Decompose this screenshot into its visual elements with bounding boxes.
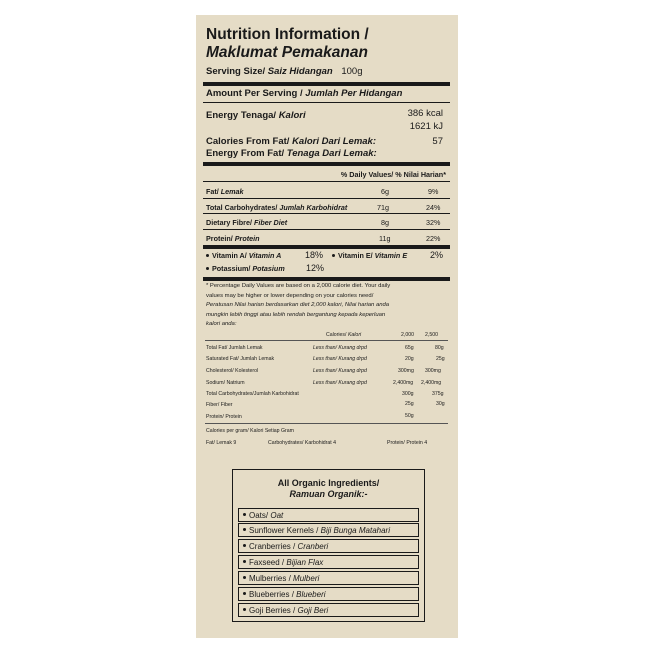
energy-kcal: 386 kcal xyxy=(407,108,443,119)
nutrient-amount: 6g xyxy=(381,187,389,196)
divider-thick xyxy=(203,245,450,249)
ingredient-item: Mulberries / Mulberi xyxy=(238,571,419,585)
amount-label-my: Jumlah Per Hidangan xyxy=(305,88,403,99)
ref-calories-label: Calories/ Kalori xyxy=(326,332,362,338)
ref-row-v2: 80g xyxy=(435,345,444,351)
vitamin-a-value: 18% xyxy=(305,250,324,260)
nutrient-amount: 8g xyxy=(381,218,389,227)
bullet-icon xyxy=(243,528,246,531)
energy-kj: 1621 kJ xyxy=(409,121,443,132)
ref-row-cond: Less than/ Kurang drpd xyxy=(313,380,367,386)
calories-fat-label: Calories From Fat/ xyxy=(206,136,290,147)
ref-row-v1: 50g xyxy=(405,413,414,419)
ref-row-v1: 25g xyxy=(405,401,414,407)
per-gram-fat: Fat/ Lemak 9 xyxy=(206,440,237,446)
vitamin-a: Vitamin A/ Vitamin A xyxy=(206,251,281,260)
energy-label xyxy=(206,110,306,121)
potassium-value: 12% xyxy=(306,263,325,273)
potassium: Potassium/ Potasium xyxy=(206,264,285,273)
ingredients-box xyxy=(232,469,425,622)
bullet-icon xyxy=(243,608,246,611)
bullet-icon xyxy=(243,592,246,595)
nutrient-pct: 24% xyxy=(426,203,441,212)
divider-thick xyxy=(203,82,450,86)
bullet-icon xyxy=(243,544,246,547)
ingredient-item: Blueberries / Blueberi xyxy=(238,587,419,601)
divider xyxy=(205,340,448,341)
vitamin-e-value: 2% xyxy=(430,250,444,260)
footnote xyxy=(206,282,390,330)
ref-row-v1: 300mg xyxy=(398,368,414,374)
ref-row-label: Cholesterol/ Kolesterol xyxy=(206,368,259,374)
ref-col1-header: 2,000 xyxy=(401,332,414,338)
amount-per-serving xyxy=(206,88,402,99)
ref-row-v1: 300g xyxy=(402,391,414,397)
ref-row-label: Protein/ Protein xyxy=(206,414,242,420)
divider xyxy=(203,102,450,103)
energy-label-my: Kalori xyxy=(278,110,306,121)
ref-row-cond: Less than/ Kurang drpd xyxy=(313,356,367,362)
divider xyxy=(203,213,450,214)
vitamin-e: Vitamin E/ Vitamin E xyxy=(332,251,407,260)
subtitle: Maklumat Pemakanan xyxy=(206,44,368,61)
footnote-line: Peratusan Nilai harian berdasarkan diet 2,000 kalori, Nilai harian anda xyxy=(206,302,390,309)
bullet-icon xyxy=(243,560,246,563)
bullet-icon xyxy=(332,254,335,257)
divider xyxy=(203,198,450,199)
ref-row-v1: 65g xyxy=(405,345,414,351)
bullet-icon xyxy=(206,267,209,270)
ref-col2-header: 2,500 xyxy=(425,332,438,338)
nutrient-pct: 32% xyxy=(426,218,441,227)
ref-row-label: Sodium/ Natrium xyxy=(206,380,245,386)
per-gram-carb: Carbohydrates/ Karbohidrat 4 xyxy=(268,440,337,446)
ingredient-item: Oats/ Oat xyxy=(238,508,419,522)
calories-fat-label-my: Kalori Dari Lemak: xyxy=(292,136,377,147)
serving-label-my: Saiz Hidangan xyxy=(267,66,333,77)
ref-row-v2: 30g xyxy=(436,401,445,407)
footnote-line: kalori anda: xyxy=(206,321,237,328)
nutrient-label: Fat/ Lemak xyxy=(206,187,244,196)
ref-row-v2: 2,400mg xyxy=(421,380,442,386)
ref-row-v1: 2,400mg xyxy=(393,380,414,386)
daily-values-header: % Daily Values/ % Nilai Harian* xyxy=(340,170,446,179)
bullet-icon xyxy=(206,254,209,257)
bullet-icon xyxy=(243,576,246,579)
nutrient-label: Dietary Fibre/ Fiber Diet xyxy=(206,218,288,227)
energy-from-fat xyxy=(206,148,377,159)
footnote-line: values may be higher or lower depending on your calories need/ xyxy=(206,292,374,299)
ref-row-v1: 20g xyxy=(405,356,414,362)
calories-from-fat xyxy=(206,136,376,147)
energy-label-en: Energy Tenaga/ xyxy=(206,110,277,121)
ingredient-item: Sunflower Kernels / Biji Bunga Matahari xyxy=(238,523,419,537)
ref-row-v2: 375g xyxy=(432,391,444,397)
serving-label: Serving Size/ xyxy=(206,66,266,77)
ingredients-title-my: Ramuan Organik:- xyxy=(289,489,368,499)
serving-size xyxy=(206,66,363,77)
per-gram-title: Calories per gram/ Kalori Setiap Gram xyxy=(206,428,294,434)
ref-row-label: Fiber/ Fiber xyxy=(206,402,233,408)
divider-thick xyxy=(203,162,450,166)
amount-label: Amount Per Serving / xyxy=(206,88,303,99)
serving-value: 100g xyxy=(341,66,363,77)
footnote-line: * Percentage Daily Values are based on a 2,000 calorie diet. Your daily xyxy=(206,283,391,289)
nutrient-label: Total Carbohydrates/ Jumlah Karbohidrat xyxy=(206,203,348,212)
nutrient-pct: 22% xyxy=(426,234,441,243)
title: Nutrition Information / xyxy=(206,26,369,43)
nutrient-amount: 11g xyxy=(379,234,391,243)
calories-fat-value: 57 xyxy=(432,136,443,147)
ref-row-v2: 300mg xyxy=(425,368,441,374)
divider xyxy=(203,181,450,182)
energy-fat-label: Energy From Fat/ xyxy=(206,148,285,159)
footnote-line: mungkin lebih tinggi atau lebih rendah bergantung kepada keperluan xyxy=(206,311,386,318)
nutrient-amount: 71g xyxy=(377,203,389,212)
ref-row-label: Total Fat/ Jumlah Lemak xyxy=(206,345,263,351)
ingredients-title: All Organic Ingredients/ xyxy=(277,478,380,488)
bullet-icon xyxy=(243,513,246,516)
ingredient-item: Goji Berries / Goji Beri xyxy=(238,603,419,617)
divider-thick xyxy=(203,277,450,281)
divider xyxy=(203,229,450,230)
per-gram-protein: Protein/ Protein 4 xyxy=(387,440,428,446)
ref-row-cond: Less than/ Kurang drpd xyxy=(313,345,367,351)
nutrient-pct: 9% xyxy=(428,187,439,196)
ref-row-cond: Less than/ Kurang drpd xyxy=(313,368,367,374)
ingredient-item: Cranberries / Cranberi xyxy=(238,539,419,553)
ref-row-label: Saturated Fat/ Jumlah Lemak xyxy=(206,356,275,362)
divider xyxy=(205,423,448,424)
nutrient-label: Protein/ Protein xyxy=(206,234,260,243)
ref-row-v2: 25g xyxy=(436,356,445,362)
ref-row-label: Total Carbohydrates/Jumlah Karbohidrat xyxy=(206,391,299,397)
ingredient-item: Faxseed / Bijian Flax xyxy=(238,555,419,569)
energy-fat-label-my: Tenaga Dari Lemak: xyxy=(286,148,377,159)
